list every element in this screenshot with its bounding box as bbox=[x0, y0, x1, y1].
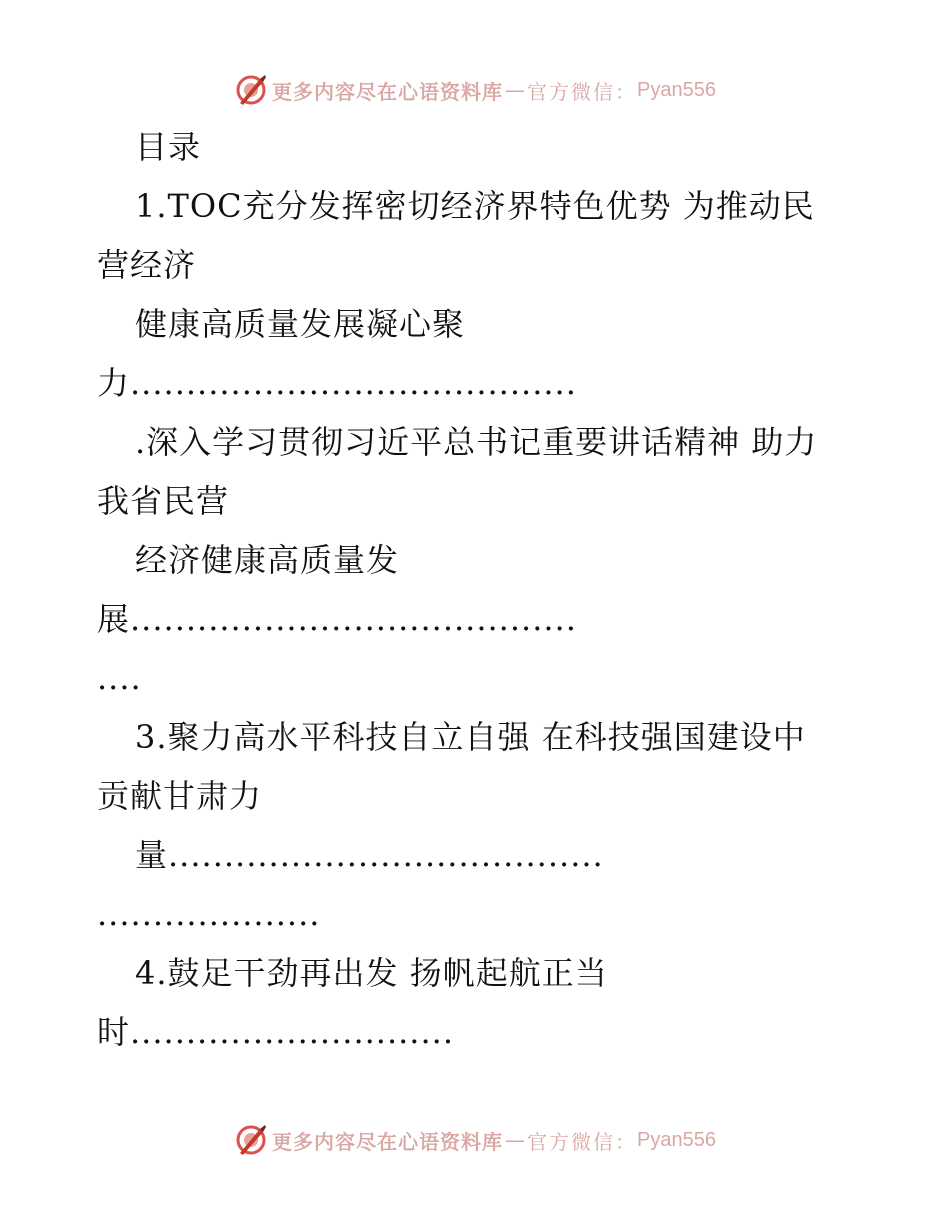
toc-line: 1.TOC充分发挥密切经济界特色优势 为推动民 bbox=[135, 187, 815, 225]
toc-line: 4.鼓足干劲再出发 扬帆起航正当 bbox=[135, 954, 608, 992]
footer-banner bbox=[0, 1120, 950, 1160]
toc-line: 健康高质量发展凝心聚 bbox=[135, 305, 466, 343]
banner-contact-id: Pyan556 bbox=[637, 1128, 716, 1151]
pen-logo-icon bbox=[234, 73, 268, 107]
toc-line: 营经济 bbox=[97, 246, 197, 284]
banner-dash: — bbox=[505, 1128, 526, 1152]
header-banner bbox=[0, 70, 950, 110]
toc-line: 贡献甘肃力 bbox=[97, 777, 263, 815]
banner-contact-id: Pyan556 bbox=[637, 78, 716, 101]
banner-title: 更多内容尽在心语资料库 bbox=[272, 1129, 504, 1154]
toc-heading: 目录 bbox=[135, 128, 202, 166]
toc-line: .................... bbox=[97, 895, 321, 933]
toc-line: 展........................................ bbox=[97, 600, 577, 638]
toc-line: .深入学习贯彻习近平总书记重要讲话精神 助力 bbox=[135, 423, 818, 461]
banner-dash: — bbox=[505, 78, 526, 102]
pen-logo-icon bbox=[234, 1123, 268, 1157]
toc-line: .... bbox=[97, 659, 142, 697]
toc-line: 我省民营 bbox=[97, 482, 230, 520]
toc-line: 3.聚力高水平科技自立自强 在科技强国建设中 bbox=[135, 718, 806, 756]
toc-line: 经济健康高质量发 bbox=[135, 541, 400, 579]
toc-line: 力........................................ bbox=[97, 364, 577, 402]
banner-title: 更多内容尽在心语资料库 bbox=[272, 79, 504, 104]
toc-list bbox=[97, 177, 857, 1062]
toc-line: 量....................................... bbox=[135, 836, 604, 874]
banner-contact-label: 官方微信： bbox=[527, 79, 638, 104]
toc-line: 时............................. bbox=[97, 1013, 454, 1051]
banner-contact-label: 官方微信： bbox=[527, 1129, 638, 1154]
toc-section bbox=[97, 118, 857, 1062]
